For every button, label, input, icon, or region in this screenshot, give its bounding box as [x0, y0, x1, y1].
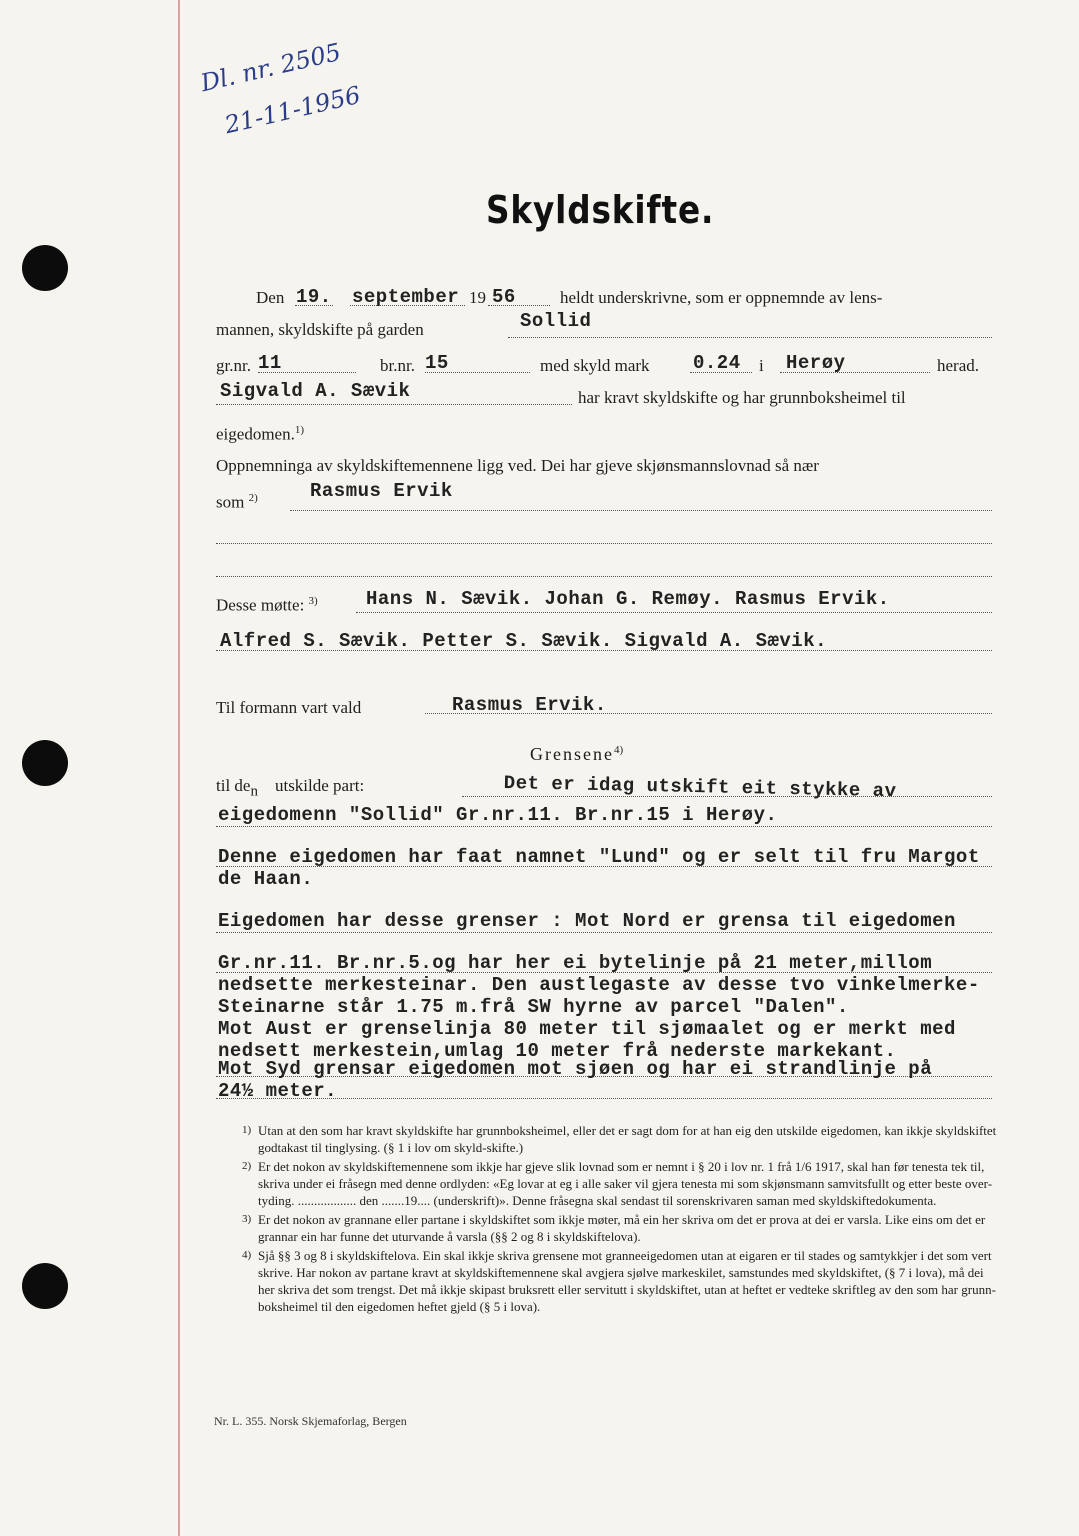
boundary-line-4: de Haan. — [218, 868, 314, 890]
boundary-line-5: Eigedomen har desse grenser : Mot Nord er grensa til eigedomen — [218, 910, 956, 932]
chair-label: Til formann vart vald — [216, 698, 362, 717]
boundary-line-2: eigedomenn "Sollid" Gr.nr.11. Br.nr.15 i Herøy. — [218, 804, 778, 826]
lensmann-text: mannen, skyldskifte på garden — [216, 320, 424, 339]
appointment-text: Oppnemninga av skyldskiftemennene ligg ved. Dei har gjeve skjønsmannslovnad så nær — [216, 456, 819, 475]
footnote-4: 4) Sjå §§ 3 og 8 i skyldskiftelova. Ein skal ikkje skriva grensene mot granneeigedomen utan at eigaren er til stades og samtykkjer i det som vert skrive. Har nokon av partane kravt at skyldskiftemennene skal avgjera sjølve markeskilet, samstundes med skyldskiftet, (§ 7 i lova), må dei her skriva det som trengst. Det må ikkje skipast bruksrett eller servitutt i skyldskiftet, utan at heftet er vedteke skriftleg av den som har grunn-boksheimel til den eigedomen heftet gjeld (§ 5 i lova). — [242, 1248, 996, 1314]
footnote-2: 2) Er det nokon av skyldskiftemennene som ikkje har gjeve slik lovnad som er nemnt i § 20 i lov nr. 1 frå 1/6 1917, skal han før tenesta tek til, skriva under ei fråsegn med denne ordlyden: «Eg lovar at eg i alle saker vil gjera tenesta mi som skjønsmann samvitsfullt og etter beste over-tyding. .................. den .......19.... (underskrift)». Denne fråsegna skal sendast til sorenskrivaren saman med skyldskiftedokumenta. — [242, 1159, 993, 1208]
imprint: Nr. L. 355. Norsk Skjemaforlag, Bergen — [214, 1414, 407, 1428]
year-prefix: 19 — [469, 288, 486, 307]
meeting-year: 56 — [492, 286, 516, 308]
attendees-line-2: Alfred S. Sævik. Petter S. Sævik. Sigvald A. Sævik. — [220, 630, 827, 652]
attendees-line-1: Hans N. Sævik. Johan G. Remøy. Rasmus Ervik. — [366, 588, 890, 610]
farm-name: Sollid — [520, 310, 592, 332]
brnr-label: br.nr. — [380, 356, 415, 375]
boundary-line-3: Denne eigedomen har faat namnet "Lund" og er selt til fru Margot — [218, 846, 980, 868]
grnr-label: gr.nr. — [216, 356, 251, 375]
boundary-line-7: nedsette merkesteinar. Den austlegaste av desse tvo vinkelmerke- — [218, 974, 980, 996]
boundary-line-6: Gr.nr.11. Br.nr.5.og har her ei bytelinje på 21 meter,millom — [218, 952, 933, 974]
grnr-value: 11 — [258, 352, 282, 374]
som-label: som $^{2)}$ — [216, 492, 258, 512]
boundary-line-8: Steinarne står 1.75 m.frå SW hyrne av parcel "Dalen". — [218, 996, 849, 1018]
den-label: Den — [256, 288, 285, 307]
attendees-label: Desse møtte: $^{3)}$ — [216, 595, 318, 615]
herad-label: herad. — [937, 356, 980, 375]
brnr-value: 15 — [425, 352, 449, 374]
footnotes — [242, 1122, 998, 1315]
chair-name: Rasmus Ervik. — [452, 694, 607, 716]
part-label: til $de_n$ utskilde part: — [216, 776, 365, 800]
boundary-line-10: nedsett merkestein,umlag 10 meter frå nederste markekant. — [218, 1040, 897, 1062]
page-title: Skyldskifte. — [486, 188, 715, 232]
punch-hole-top — [22, 245, 68, 291]
margin-rule — [178, 0, 180, 1536]
boundary-line-1: Det er idag utskift eit stykke av — [503, 772, 897, 803]
punch-hole-middle — [22, 740, 68, 786]
handwritten-registration-number: Dl. nr. 2505 — [198, 37, 344, 98]
claim-text: har kravt skyldskifte og har grunnboksheimel til — [578, 388, 906, 407]
herad-value: Herøy — [786, 352, 846, 374]
boundary-line-11: Mot Syd grensar eigedomen mot sjøen og har ei strandlinje på — [218, 1058, 933, 1080]
skyld-value: 0.24 — [693, 352, 741, 374]
handwritten-registration-date: 21-11-1956 — [222, 80, 364, 140]
boundaries-heading: Grensene$^{4)}$ — [530, 744, 624, 764]
skjonsmann-name: Rasmus Ervik — [310, 480, 453, 502]
footnote-1: 1) Utan at den som har kravt skyldskifte har grunnboksheimel, eller det er sagt dom for at han eig den utskilde eigedomen, kan ikkje skyldskiftet godtakast til tinglysing. (§ 1 i lov om skyld-skifte.) — [242, 1123, 997, 1155]
eigedomen-text: eigedomen.$^{1)}$ — [216, 424, 305, 444]
held-text: heldt underskrivne, som er oppnemnde av lens- — [560, 288, 883, 307]
meeting-month: september — [352, 286, 460, 308]
boundary-line-12: 24½ meter. — [218, 1080, 338, 1102]
boundary-line-9: Mot Aust er grenselinja 80 meter til sjømaalet og er merkt med — [218, 1018, 956, 1040]
meeting-day: 19. — [296, 286, 332, 308]
claimant-name: Sigvald A. Sævik — [220, 380, 411, 402]
i-label: i — [759, 356, 764, 375]
punch-hole-bottom — [22, 1263, 68, 1309]
footnote-3: 3) Er det nokon av grannane eller partane i skyldskiftet som ikkje møter, må ein her skriva om det er prova at dei er varsla. Like eins om det er grannar ein har funne det uturvande å varsla (§§ 2 og 8 i skyldskiftelova). — [242, 1212, 986, 1244]
skyld-label: med skyld mark — [540, 356, 650, 375]
